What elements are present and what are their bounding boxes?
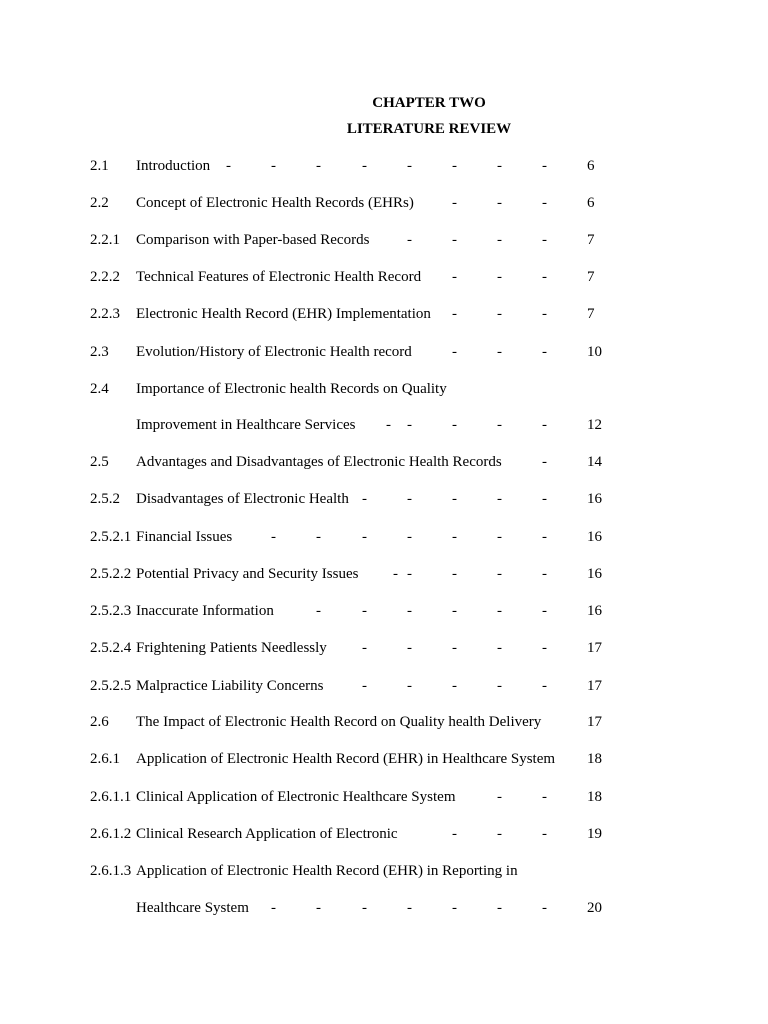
leader-dash: -	[542, 491, 547, 507]
toc-entry-number: 2.2	[90, 195, 109, 211]
toc-entry-page-number: 19	[587, 826, 602, 842]
toc-entry	[0, 193, 768, 213]
toc-entry-page-number: 7	[587, 232, 595, 248]
leader-dash: -	[542, 640, 547, 656]
toc-entry-page-number: 20	[587, 900, 602, 916]
leader-dash: -	[271, 529, 276, 545]
toc-entry-page-number: 17	[587, 714, 602, 730]
leader-dash: -	[542, 529, 547, 545]
toc-entry	[0, 601, 768, 621]
leader-dash: -	[452, 269, 457, 285]
leader-dash: -	[452, 678, 457, 694]
leader-dash: -	[316, 158, 321, 174]
toc-entry-title: Concept of Electronic Health Records (EHRs)	[136, 195, 414, 211]
leader-dash: -	[362, 678, 367, 694]
toc-entry-page-number: 16	[587, 566, 602, 582]
leader-dash: -	[407, 603, 412, 619]
toc-entry	[0, 861, 768, 881]
leader-dash: -	[407, 232, 412, 248]
leader-dash: -	[271, 158, 276, 174]
leader-dash: -	[452, 603, 457, 619]
toc-entry-title: Comparison with Paper-based Records	[136, 232, 370, 248]
toc-entry-title: Importance of Electronic health Records on Quality	[136, 381, 447, 397]
toc-entry-title: Malpractice Liability Concerns	[136, 678, 324, 694]
toc-entry-title: Clinical Research Application of Electronic	[136, 826, 398, 842]
toc-entry-number: 2.3	[90, 344, 109, 360]
toc-entry	[0, 156, 768, 176]
leader-dash: -	[497, 900, 502, 916]
toc-entry-title: Clinical Application of Electronic Healthcare System	[136, 789, 456, 805]
leader-dash: -	[542, 789, 547, 805]
toc-entry-title: Application of Electronic Health Record (EHR) in Healthcare System	[136, 751, 556, 767]
toc-entry-number: 2.4	[90, 381, 109, 397]
toc-entry-number: 2.1	[90, 158, 109, 174]
toc-entry-number: 2.6.1.3	[90, 863, 132, 879]
toc-entry-title: Application of Electronic Health Record (EHR) in Reporting in	[136, 863, 518, 879]
leader-dash: -	[497, 491, 502, 507]
leader-dash: -	[452, 417, 457, 433]
toc-entry-title: The Impact of Electronic Health Record on Quality health Delivery	[136, 714, 542, 730]
leader-dash: -	[407, 566, 412, 582]
leader-dash: -	[542, 344, 547, 360]
leader-dash: -	[362, 158, 367, 174]
toc-entry-title: Electronic Health Record (EHR) Implementation	[136, 306, 431, 322]
leader-dash: -	[386, 417, 391, 433]
leader-dash: -	[542, 158, 547, 174]
toc-entry	[0, 749, 768, 769]
leader-dash: -	[542, 232, 547, 248]
toc-entry-number: 2.5.2.5	[90, 678, 132, 694]
toc-entry-number: 2.6.1.1	[90, 789, 132, 805]
toc-entry	[0, 489, 768, 509]
toc-entry-page-number: 17	[587, 640, 602, 656]
toc-entry-number: 2.5	[90, 454, 109, 470]
leader-dash: -	[497, 232, 502, 248]
toc-entry-number: 2.5.2.3	[90, 603, 132, 619]
toc-entry-title: Inaccurate Information	[136, 603, 274, 619]
leader-dash: -	[452, 306, 457, 322]
toc-entry-title: Financial Issues	[136, 529, 233, 545]
leader-dash: -	[226, 158, 231, 174]
toc-entry-page-number: 10	[587, 344, 602, 360]
toc-entry-number: 2.5.2	[90, 491, 120, 507]
toc-entry-number: 2.6.1.2	[90, 826, 132, 842]
leader-dash: -	[452, 158, 457, 174]
toc-entry	[0, 676, 768, 696]
leader-dash: -	[497, 640, 502, 656]
toc-entry-title: Improvement in Healthcare Services	[136, 417, 356, 433]
toc-entry-title: Introduction	[136, 158, 211, 174]
leader-dash: -	[271, 900, 276, 916]
toc-entry-page-number: 16	[587, 529, 602, 545]
toc-entry-title: Disadvantages of Electronic Health	[136, 491, 349, 507]
toc-entry-page-number: 18	[587, 751, 602, 767]
chapter-heading: CHAPTER TWO	[372, 95, 486, 111]
toc-entry-page-number: 12	[587, 417, 602, 433]
toc-entry	[0, 415, 768, 435]
leader-dash: -	[542, 417, 547, 433]
toc-entry	[0, 267, 768, 287]
toc-entry	[0, 230, 768, 250]
toc-entry	[0, 712, 768, 732]
toc-entry-page-number: 18	[587, 789, 602, 805]
toc-entry-page-number: 14	[587, 454, 602, 470]
toc-entry-page-number: 16	[587, 603, 602, 619]
leader-dash: -	[452, 566, 457, 582]
leader-dash: -	[407, 529, 412, 545]
leader-dash: -	[542, 900, 547, 916]
toc-entry-number: 2.5.2.2	[90, 566, 132, 582]
leader-dash: -	[362, 603, 367, 619]
leader-dash: -	[497, 529, 502, 545]
leader-dash: -	[542, 269, 547, 285]
toc-entry-number: 2.2.2	[90, 269, 120, 285]
toc-entry	[0, 787, 768, 807]
toc-entry	[0, 379, 768, 399]
leader-dash: -	[407, 417, 412, 433]
toc-entry-page-number: 6	[587, 195, 595, 211]
toc-entry	[0, 452, 768, 472]
leader-dash: -	[542, 826, 547, 842]
leader-dash: -	[497, 195, 502, 211]
leader-dash: -	[316, 529, 321, 545]
leader-dash: -	[362, 900, 367, 916]
leader-dash: -	[452, 491, 457, 507]
leader-dash: -	[362, 640, 367, 656]
leader-dash: -	[497, 603, 502, 619]
leader-dash: -	[452, 529, 457, 545]
leader-dash: -	[407, 491, 412, 507]
leader-dash: -	[452, 232, 457, 248]
leader-dash: -	[497, 158, 502, 174]
leader-dash: -	[497, 678, 502, 694]
toc-entry-page-number: 6	[587, 158, 595, 174]
leader-dash: -	[542, 306, 547, 322]
toc-entry-title: Advantages and Disadvantages of Electronic Health Records	[136, 454, 502, 470]
leader-dash: -	[407, 158, 412, 174]
toc-entry	[0, 527, 768, 547]
leader-dash: -	[497, 789, 502, 805]
leader-dash: -	[316, 900, 321, 916]
toc-entry	[0, 564, 768, 584]
toc-entry	[0, 342, 768, 362]
toc-entry-title: Potential Privacy and Security Issues	[136, 566, 359, 582]
leader-dash: -	[362, 491, 367, 507]
toc-entry-page-number: 7	[587, 306, 595, 322]
toc-entry-title: Evolution/History of Electronic Health record	[136, 344, 412, 360]
leader-dash: -	[497, 826, 502, 842]
toc-entry-page-number: 16	[587, 491, 602, 507]
toc-entry-number: 2.5.2.4	[90, 640, 132, 656]
toc-entry	[0, 824, 768, 844]
leader-dash: -	[497, 306, 502, 322]
leader-dash: -	[393, 566, 398, 582]
chapter-title: LITERATURE REVIEW	[346, 121, 512, 137]
toc-entry	[0, 638, 768, 658]
leader-dash: -	[452, 195, 457, 211]
leader-dash: -	[407, 900, 412, 916]
toc-entry-page-number: 7	[587, 269, 595, 285]
leader-dash: -	[407, 678, 412, 694]
toc-entry-title: Technical Features of Electronic Health Record	[136, 269, 422, 285]
toc-entry-number: 2.2.1	[90, 232, 120, 248]
leader-dash: -	[497, 269, 502, 285]
leader-dash: -	[452, 344, 457, 360]
toc-entry-number: 2.6.1	[90, 751, 120, 767]
leader-dash: -	[452, 640, 457, 656]
leader-dash: -	[497, 566, 502, 582]
toc-entry-number: 2.2.3	[90, 306, 120, 322]
toc-entry-number: 2.5.2.1	[90, 529, 132, 545]
leader-dash: -	[362, 529, 367, 545]
toc-entry	[0, 898, 768, 918]
leader-dash: -	[316, 603, 321, 619]
leader-dash: -	[452, 826, 457, 842]
toc-entry-page-number: 17	[587, 678, 602, 694]
toc-entry-number: 2.6	[90, 714, 109, 730]
leader-dash: -	[542, 566, 547, 582]
leader-dash: -	[542, 603, 547, 619]
toc-entry-title: Healthcare System	[136, 900, 249, 916]
leader-dash: -	[497, 417, 502, 433]
toc-entry	[0, 304, 768, 324]
leader-dash: -	[542, 454, 547, 470]
leader-dash: -	[542, 195, 547, 211]
leader-dash: -	[452, 900, 457, 916]
leader-dash: -	[407, 640, 412, 656]
leader-dash: -	[497, 344, 502, 360]
toc-entry-title: Frightening Patients Needlessly	[136, 640, 327, 656]
leader-dash: -	[542, 678, 547, 694]
